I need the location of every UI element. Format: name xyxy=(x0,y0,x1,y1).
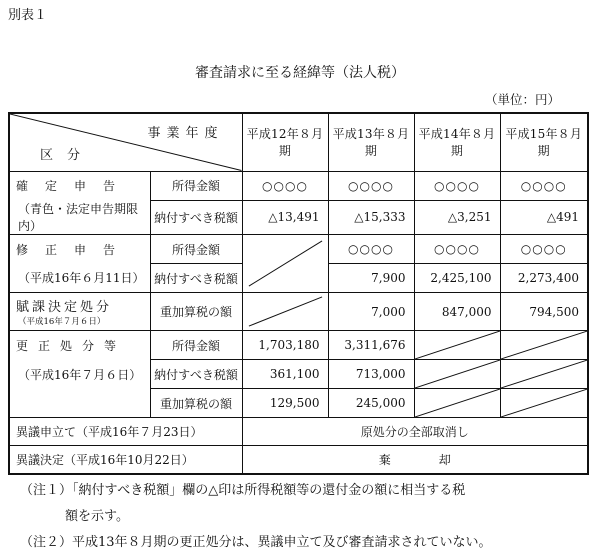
table-cell: 2,425,100 xyxy=(414,264,500,293)
annex-label: 別表１ xyxy=(8,8,48,23)
objection-decision-value: 棄 却 xyxy=(242,446,588,474)
period-header: 平成13年８月期 xyxy=(328,113,414,171)
table-cell: 129,500 xyxy=(242,389,328,418)
slash-line xyxy=(501,331,588,359)
section-sub-shusei: （平成16年６月11日） xyxy=(9,264,150,293)
empty-slash-cell xyxy=(242,293,328,331)
objection-decision-label: 異議決定（平成16年10月22日） xyxy=(9,446,242,474)
empty-slash-cell xyxy=(500,360,588,389)
slash-line xyxy=(415,331,500,359)
table-cell: ○○○○ xyxy=(242,171,328,200)
objection-filed-value: 原処分の全部取消し xyxy=(242,418,588,446)
table-cell: 713,000 xyxy=(328,360,414,389)
section-sub-kosei: （平成16年７月６日） xyxy=(9,360,150,418)
item-income: 所得金額 xyxy=(150,331,242,360)
slash-line xyxy=(501,389,588,417)
table-cell: 847,000 xyxy=(414,293,500,331)
table-cell: ○○○○ xyxy=(500,235,588,264)
unit-label: （単位：円） xyxy=(484,92,560,107)
slash-line xyxy=(243,293,328,330)
section-fuka xyxy=(9,293,150,331)
item-income: 所得金額 xyxy=(150,235,242,264)
section-sub-fuka: （平成16年７月６日） xyxy=(18,317,106,327)
section-label-kosei: 更正処分等 xyxy=(9,331,150,360)
table-cell: 7,000 xyxy=(328,293,414,331)
header-fiscal-year-label: 事業年度 xyxy=(147,126,224,141)
period-header: 平成12年８月期 xyxy=(242,113,328,171)
note-1: （注１）「納付すべき税額」欄の△印は所得税額等の還付金の額に相当する税 xyxy=(20,483,466,498)
table-cell: △3,251 xyxy=(414,200,500,235)
item-tax-payable: 納付すべき税額 xyxy=(150,264,242,293)
section-sub-kakutei: （青色・法定申告期限内） xyxy=(9,200,150,235)
empty-slash-cell xyxy=(414,389,500,418)
document-title: 審査請求に至る経緯等（法人税） xyxy=(195,65,405,81)
note-2: （注２）平成13年８月期の更正処分は、異議申立て及び審査請求されていない。 xyxy=(20,535,492,550)
notes xyxy=(20,478,590,556)
table-cell: ○○○○ xyxy=(500,171,588,200)
table-cell: 2,273,400 xyxy=(500,264,588,293)
item-heavy-tax: 重加算税の額 xyxy=(150,389,242,418)
empty-slash-cell xyxy=(500,331,588,360)
slash-line xyxy=(501,360,588,388)
table-cell: △15,333 xyxy=(328,200,414,235)
table-cell: 7,900 xyxy=(328,264,414,293)
item-tax-payable: 納付すべき税額 xyxy=(150,360,242,389)
note-1-continued: 額を示す。 xyxy=(65,509,129,524)
objection-filed-label: 異議申立て（平成16年７月23日） xyxy=(9,418,242,446)
table-cell: 1,703,180 xyxy=(242,331,328,360)
history-table xyxy=(8,112,589,475)
slash-line xyxy=(243,235,328,292)
table-cell: △491 xyxy=(500,200,588,235)
table-cell: ○○○○ xyxy=(328,235,414,264)
header-category-label: 区分 xyxy=(40,147,95,163)
section-label-kakutei: 確定申告 xyxy=(9,171,150,200)
item-income: 所得金額 xyxy=(150,171,242,200)
table-cell: 794,500 xyxy=(500,293,588,331)
table-cell: 3,311,676 xyxy=(328,331,414,360)
table-cell: 361,100 xyxy=(242,360,328,389)
table-cell: ○○○○ xyxy=(414,235,500,264)
section-label-shusei: 修正申告 xyxy=(9,235,150,264)
slash-line xyxy=(415,389,500,417)
table-cell: ○○○○ xyxy=(328,171,414,200)
empty-slash-cell xyxy=(414,331,500,360)
empty-slash-cell xyxy=(414,360,500,389)
period-header: 平成15年８月期 xyxy=(500,113,588,171)
empty-slash-cell xyxy=(242,235,328,293)
section-label-fuka: 賦課決定処分 xyxy=(16,300,113,315)
table-cell: ○○○○ xyxy=(414,171,500,200)
item-tax-payable: 納付すべき税額 xyxy=(150,200,242,235)
header-corner-cell xyxy=(9,113,242,171)
slash-line xyxy=(415,360,500,388)
empty-slash-cell xyxy=(500,389,588,418)
table-cell: 245,000 xyxy=(328,389,414,418)
period-header: 平成14年８月期 xyxy=(414,113,500,171)
table-cell: △13,491 xyxy=(242,200,328,235)
item-heavy-tax: 重加算税の額 xyxy=(150,293,242,331)
